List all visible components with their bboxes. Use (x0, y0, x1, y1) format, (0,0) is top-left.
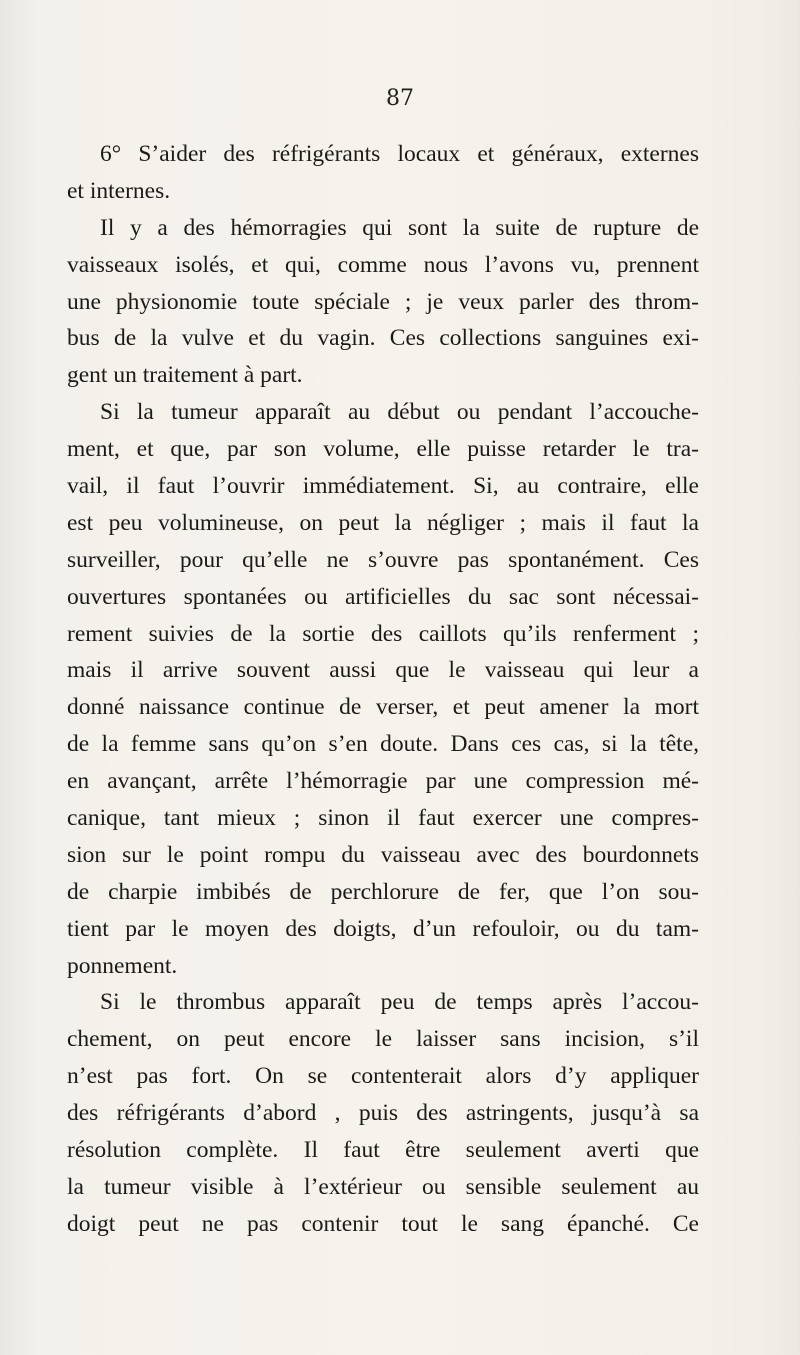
text-line: donné naissance continue de verser, et peut amener la mort (67, 694, 699, 721)
text-line: chement, on peut encore le laisser sans incision, s’il (67, 1026, 699, 1053)
text-line: n’est pas fort. On se contenterait alors d’y appliquer (67, 1063, 699, 1090)
text-line: sion sur le point rompu du vaisseau avec des bourdonnets (67, 841, 699, 868)
text-line: rement suivies de la sortie des caillots qu’ils renferment ; (67, 620, 699, 647)
text-line: mais il arrive souvent aussi que le vaisseau qui leur a (67, 657, 699, 684)
text-line: résolution complète. Il faut être seulement averti que (67, 1137, 699, 1164)
text-line: tient par le moyen des doigts, d’un refouloir, ou du tam- (67, 915, 699, 942)
text-line: bus de la vulve et du vagin. Ces collections sanguines exi- (67, 325, 699, 352)
text-line: ponnement. (67, 952, 178, 979)
text-line: en avançant, arrête l’hémorragie par une compression mé- (67, 768, 699, 795)
text-line: une physionomie toute spéciale ; je veux parler des throm- (67, 288, 699, 315)
text-line: vail, il faut l’ouvrir immédiatement. Si, au contraire, elle (67, 473, 699, 500)
page-number: 87 (386, 86, 414, 111)
text-line: Si le thrombus apparaît peu de temps après l’accou- (100, 989, 699, 1016)
text-line: de charpie imbibés de perchlorure de fer, que l’on sou- (67, 878, 699, 905)
text-line: et internes. (67, 177, 171, 204)
text-line: des réfrigérants d’abord , puis des astringents, jusqu’à sa (67, 1100, 699, 1127)
text-line: ouvertures spontanées ou artificielles du sac sont nécessai- (67, 583, 699, 610)
text-line: doigt peut ne pas contenir tout le sang épanché. Ce (67, 1210, 699, 1237)
text-line: ment, et que, par son volume, elle puisse retarder le tra- (67, 436, 699, 463)
text-line: Il y a des hémorragies qui sont la suite de rupture de (100, 214, 699, 241)
text-line: gent un traitement à part. (67, 362, 303, 389)
text-line: 6° S’aider des réfrigérants locaux et généraux, externes (100, 141, 699, 167)
text-line: la tumeur visible à l’extérieur ou sensible seulement au (67, 1173, 699, 1200)
text-line: Si la tumeur apparaît au début ou pendant l’accouche- (100, 399, 699, 426)
text-line: surveiller, pour qu’elle ne s’ouvre pas spontanément. Ces (67, 546, 699, 573)
text-line: canique, tant mieux ; sinon il faut exercer une compres- (67, 805, 699, 832)
text-line: de la femme sans qu’on s’en doute. Dans ces cas, si la tête, (67, 731, 699, 758)
text-line: est peu volumineuse, on peut la négliger ; mais il faut la (67, 509, 699, 536)
text-line: vaisseaux isolés, et qui, comme nous l’avons vu, prennent (67, 251, 699, 278)
body-text (67, 136, 699, 1243)
